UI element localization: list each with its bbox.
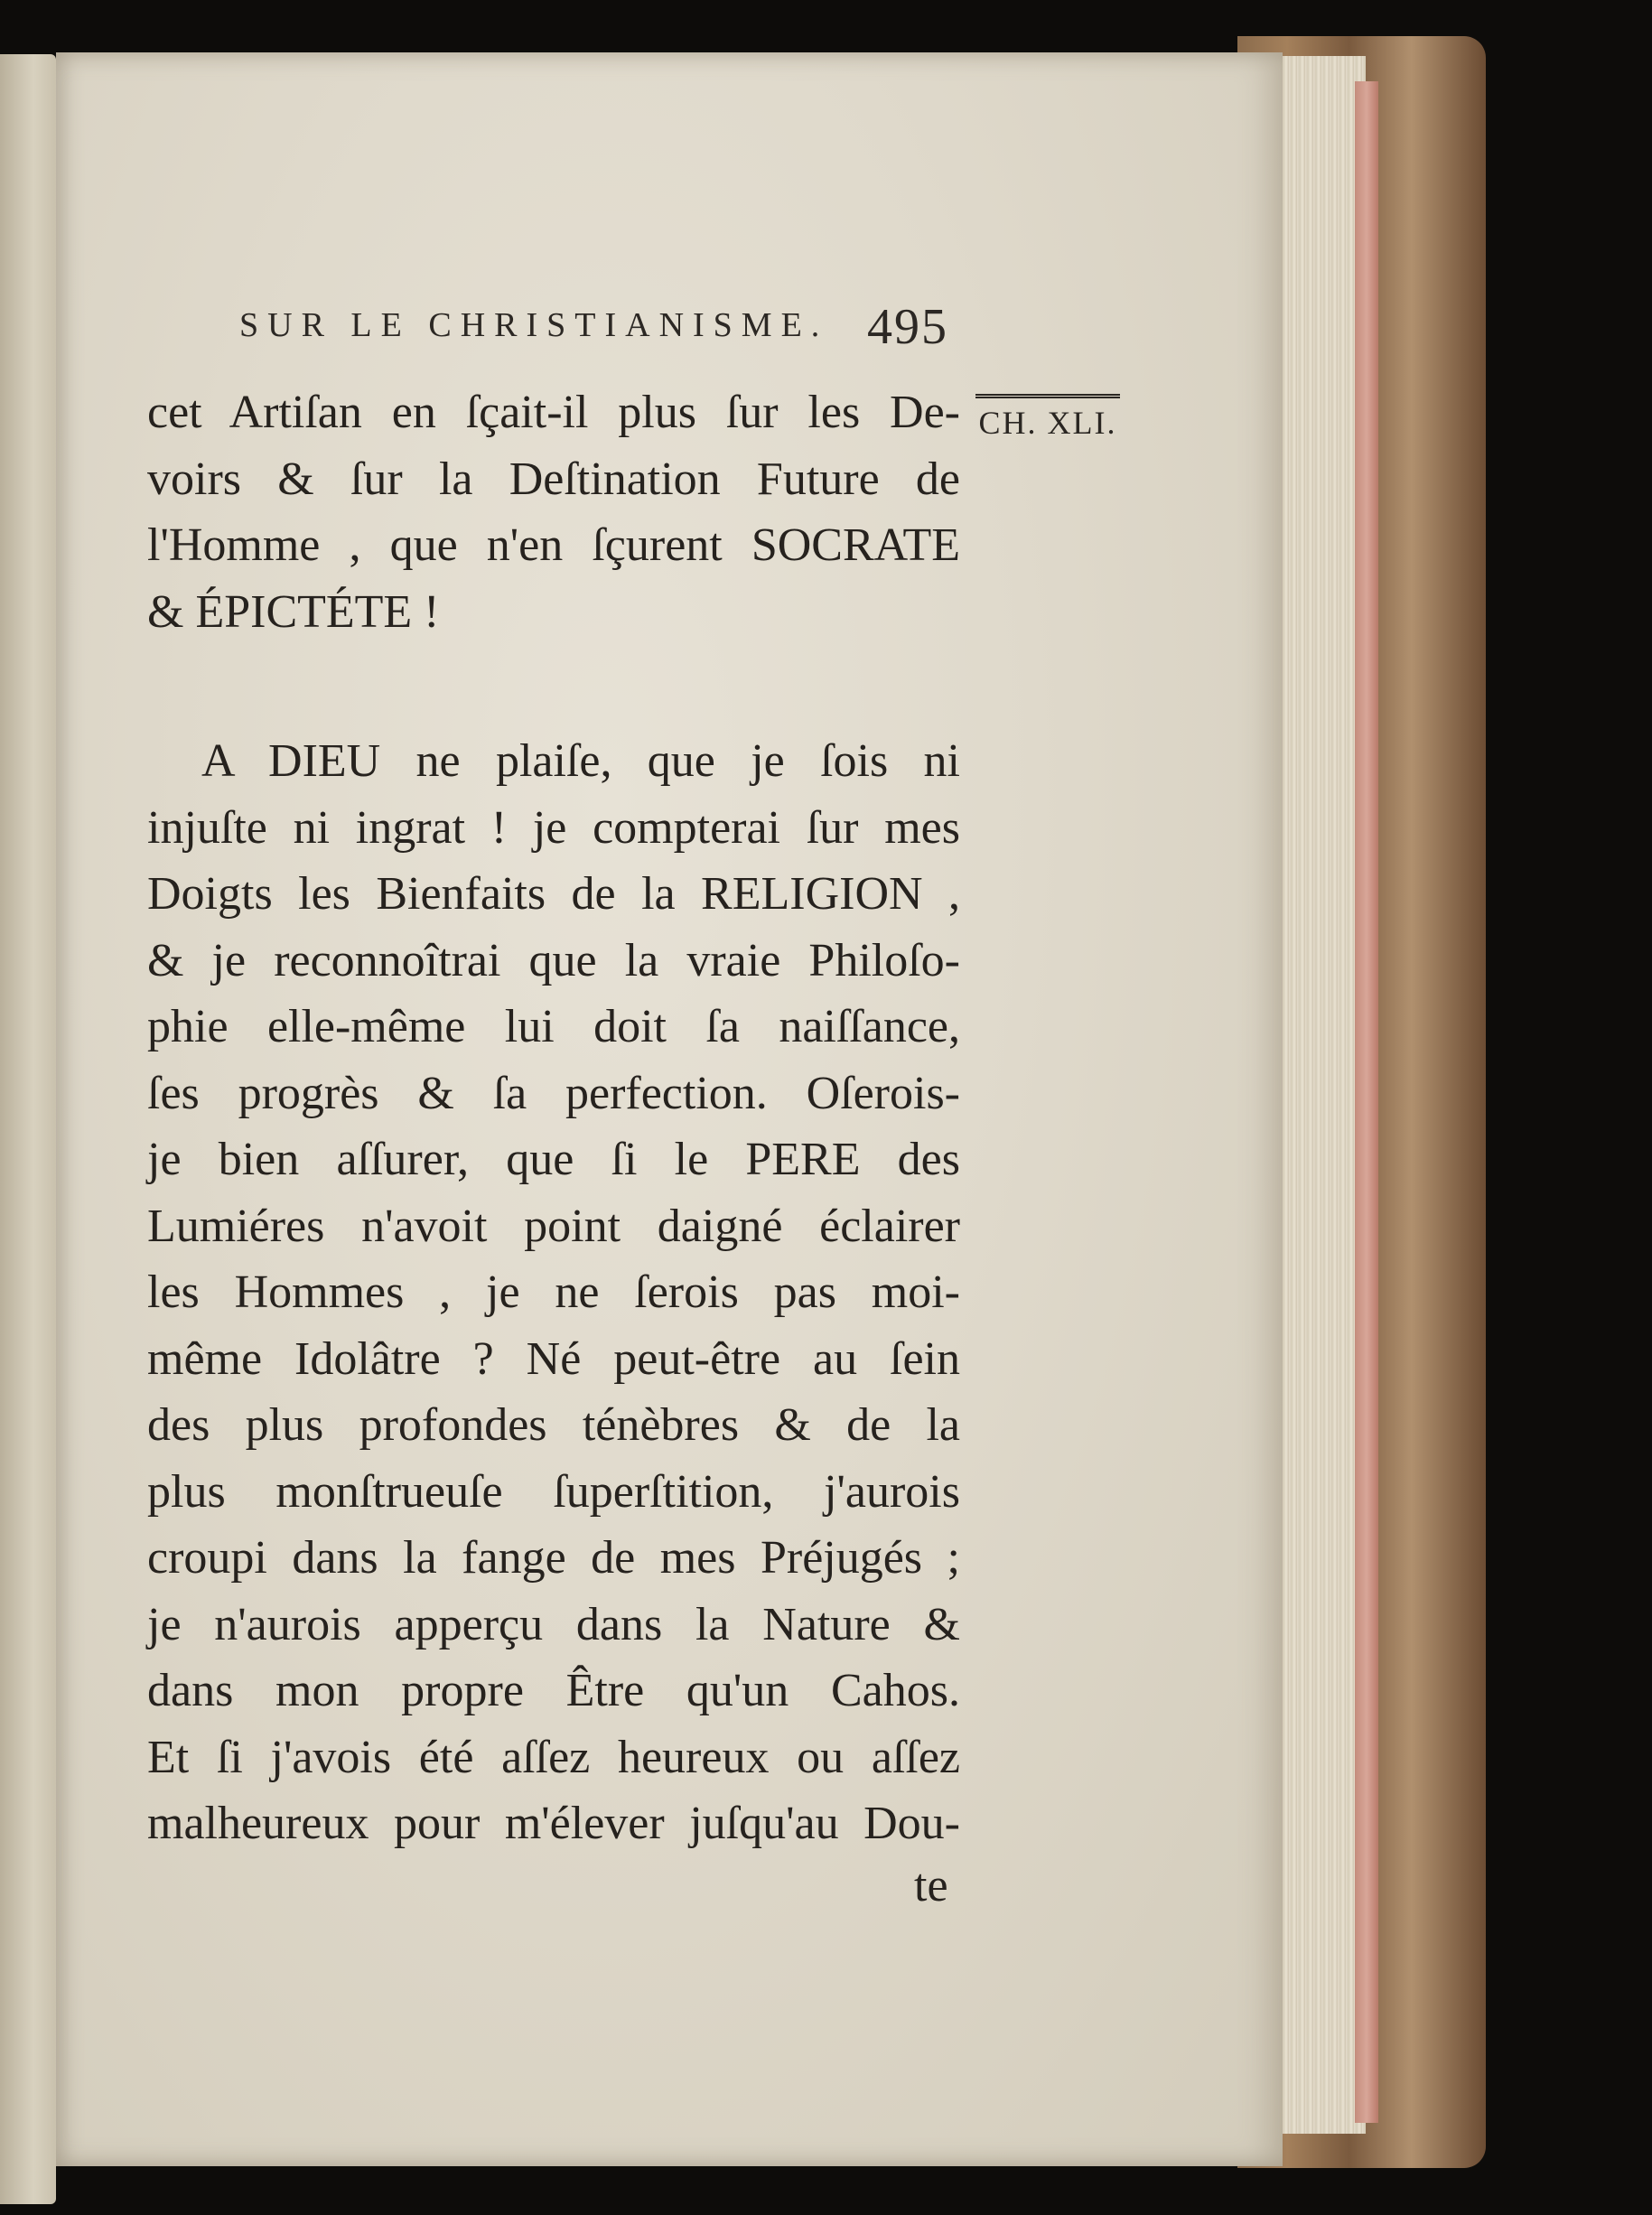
text-line: injuſte ni ingrat ! je compterai ſur mes	[147, 801, 960, 854]
text-line: A DIEU ne plaiſe, que je ſois ni	[201, 735, 960, 787]
running-head: SUR LE CHRISTIANISME.	[239, 306, 829, 344]
paragraph-gap	[147, 645, 960, 728]
text-line: plus monſtrueuſe ſuperſtition, j'aurois	[147, 1465, 960, 1518]
text-line: les Hommes , je ne ſerois pas moi-	[147, 1266, 960, 1318]
text-line: Doigts les Bienfaits de la RELIGION ,	[147, 868, 960, 920]
text-line: croupi dans la fange de mes Préjugés ;	[147, 1532, 960, 1584]
body-text	[147, 379, 960, 1857]
text-line: même Idolâtre ? Né peut-être au ſein	[147, 1332, 960, 1385]
text-line: & je reconnoîtrai que la vraie Philoſo-	[147, 934, 960, 986]
text-line: l'Homme , que n'en ſçurent SOCRATE	[147, 519, 960, 571]
text-line: Et ſi j'avois été aſſez heureux ou aſſez	[147, 1731, 960, 1783]
text-line: phie elle-même lui doit ſa naiſſance,	[147, 1001, 960, 1052]
facing-page-edge	[0, 54, 56, 2204]
text-line: Lumiéres n'avoit point daigné éclairer	[147, 1200, 960, 1252]
text-line: & ÉPICTÉTE !	[147, 585, 440, 638]
text-line: voirs & ſur la Deſtination Future de	[147, 453, 960, 505]
text-line: je bien aſſurer, que ſi le PERE des	[147, 1134, 960, 1185]
text-line: des plus profondes ténèbres & de la	[147, 1399, 960, 1451]
text-line: ſes progrès & ſa perfection. Oſerois-	[147, 1067, 960, 1119]
chapter-margin-note: CH. XLI.	[975, 394, 1120, 442]
catchword: te	[914, 1860, 948, 1911]
text-line: dans mon propre Être qu'un Cahos.	[147, 1665, 960, 1716]
text-line: malheureux pour m'élever juſqu'au Dou-	[147, 1798, 960, 1849]
text-line: je n'aurois apperçu dans la Nature &	[147, 1598, 960, 1650]
red-page-edge	[1355, 81, 1378, 2123]
text-line: cet Artiſan en ſçait-il plus ſur les De-	[147, 387, 960, 438]
page-number: 495	[867, 299, 948, 355]
